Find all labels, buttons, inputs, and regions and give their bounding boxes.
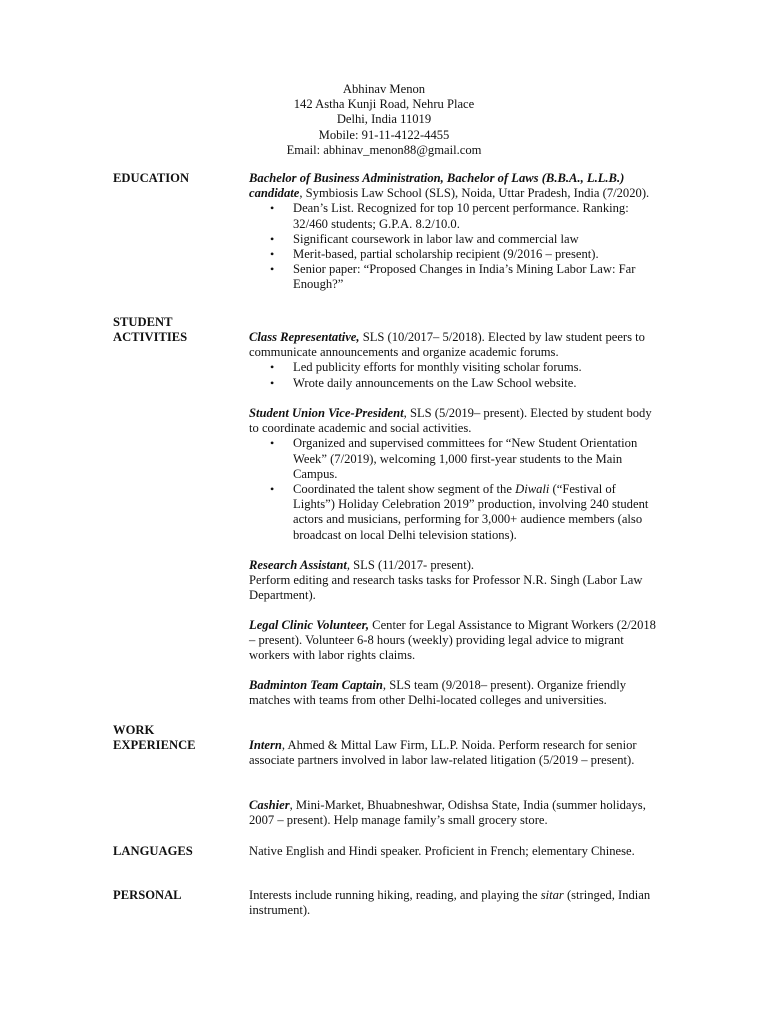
entry-title: Intern	[249, 738, 282, 752]
class-representative-entry	[249, 330, 659, 391]
work-label-line2: EXPERIENCE	[113, 738, 196, 753]
entry-title: Research Assistant	[249, 558, 347, 572]
entry-body: , Mini-Market, Bhuabneshwar, Odishsa State, India (summer holidays, 2007 – present). Help manage family’s small grocery store.	[249, 798, 646, 828]
entry-body: , SLS (5/2019– present). Elected by student body to coordinate academic and social activities.	[249, 406, 652, 436]
entry-title: Cashier	[249, 798, 290, 812]
list-item: • Dean’s List. Recognized for top 10 percent performance. Ranking: 32/460 students; G.P.A. 8.2/10.0.	[249, 201, 659, 231]
personal-label: PERSONAL	[113, 888, 182, 902]
personal-italic-text: sitar	[540, 888, 564, 902]
email-address: Email: abhinav_menon88@gmail.com	[286, 142, 482, 157]
list-item: • Significant coursework in labor law and commercial law	[249, 232, 659, 247]
education-section	[249, 171, 659, 293]
personal-section	[249, 888, 659, 918]
address-line-2: Delhi, India 11019	[336, 112, 432, 127]
class-rep-bullets	[249, 360, 659, 390]
bullet-text: Coordinated the talent show segment of the	[293, 482, 516, 497]
cashier-entry	[249, 798, 659, 828]
personal-text: (stringed, Indian instrument).	[249, 888, 651, 918]
mobile-number: Mobile: 91-11-4122-4455	[318, 127, 450, 142]
languages-label: LANGUAGES	[113, 844, 193, 858]
contact-header	[200, 82, 568, 158]
entry-body-line: Perform editing and research tasks tasks for Professor N.R. Singh (Labor Law Department).	[249, 573, 643, 603]
personal-text: Interests include running hiking, reading, and playing the	[249, 888, 541, 902]
research-assistant-entry	[249, 558, 659, 604]
entry-text	[249, 558, 659, 573]
list-item: • Senior paper: “Proposed Changes in India’s Mining Labor Law: Far Enough?”	[249, 262, 659, 292]
degree-title: Bachelor of Business Administration, Bachelor of Laws (B.B.A., L.L.B.) candidate	[249, 171, 625, 201]
intern-entry	[249, 738, 659, 768]
vice-president-bullets	[249, 436, 659, 542]
entry-body: , SLS (11/2017- present).	[346, 558, 475, 572]
entry-body: , Ahmed & Mittal Law Firm, LL.P. Noida. Perform research for senior associate partners involved in labor law-related litigation (5/2019 – present).	[249, 738, 637, 768]
entry-text	[249, 738, 659, 768]
bullet-italic-text: Diwali	[515, 482, 550, 497]
entry-text	[249, 678, 659, 708]
entry-text	[249, 330, 659, 360]
entry-title: Badminton Team Captain	[249, 678, 383, 692]
work-label-line1: WORK	[113, 723, 155, 737]
school-text: , Symbiosis Law School (SLS), Noida, Uttar Pradesh, India (7/2020).	[299, 186, 650, 201]
entry-text	[249, 406, 659, 436]
legal-clinic-entry	[249, 618, 659, 664]
entry-text	[249, 798, 659, 828]
entry-body: Center for Legal Assistance to Migrant Workers (2/2018 – present). Volunteer 6-8 hours (weekly) providing legal advice to migrant workers with labor rights claims.	[249, 618, 656, 663]
list-item: • Merit-based, partial scholarship recipient (9/2016 – present).	[249, 247, 659, 262]
work-label	[113, 723, 238, 753]
list-item	[249, 482, 659, 543]
badminton-entry	[249, 678, 659, 708]
address-line-1: 142 Astha Kunji Road, Nehru Place	[293, 97, 475, 112]
list-item: • Wrote daily announcements on the Law School website.	[249, 376, 659, 391]
activities-label-line1: STUDENT	[113, 315, 173, 329]
education-entry	[249, 171, 659, 201]
education-bullets	[249, 201, 659, 292]
entry-title: Student Union Vice-President	[249, 406, 404, 420]
applicant-name: Abhinav Menon	[342, 82, 426, 96]
languages-text: Native English and Hindi speaker. Proficient in French; elementary Chinese.	[249, 844, 635, 858]
bullet-text: (“Festival of Lights”) Holiday Celebration 2019” production, involving 240 student actors and musicians, performing for 3,000+ audience members (also broadcast on local Delhi television stations).	[293, 482, 649, 542]
list-item: • Organized and supervised committees for “New Student Orientation Week” (7/2019), welcoming 1,000 first-year students to the Main Campus.	[249, 436, 659, 482]
activities-label-line2: ACTIVITIES	[113, 330, 188, 345]
entry-body: , SLS team (9/2018– present). Organize friendly matches with teams from other Delhi-located colleges and universities.	[249, 678, 627, 708]
entry-body: SLS (10/2017– 5/2018). Elected by law student peers to communicate announcements and organize academic forums.	[249, 330, 645, 360]
activities-label	[113, 315, 238, 345]
entry-title: Class Representative,	[249, 330, 360, 344]
entry-title: Legal Clinic Volunteer,	[249, 618, 370, 632]
list-item: • Led publicity efforts for monthly visiting scholar forums.	[249, 360, 659, 375]
vice-president-entry	[249, 406, 659, 543]
entry-text	[249, 618, 659, 664]
education-label: EDUCATION	[113, 171, 190, 185]
